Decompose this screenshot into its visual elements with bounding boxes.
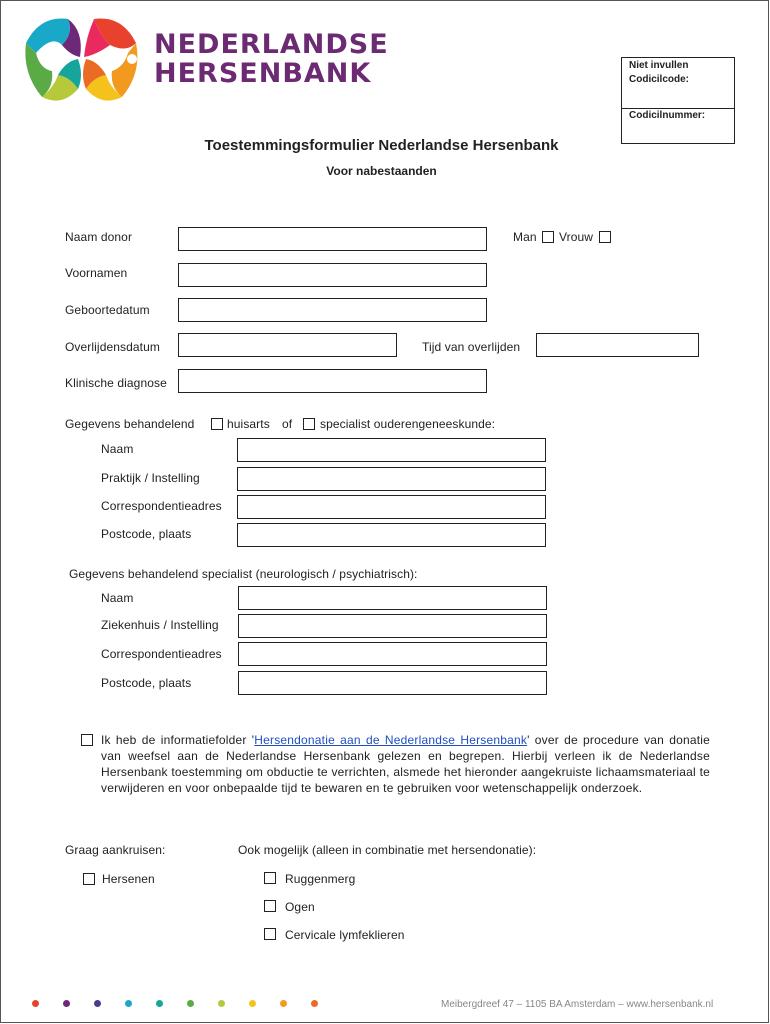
elderly-care-specialist-label: specialist ouderengeneeskunde: <box>320 417 496 431</box>
footer-dot <box>32 1000 39 1007</box>
footer-dot <box>280 1000 287 1007</box>
diagnosis-label: Klinische diagnose <box>65 376 167 390</box>
footer-dot <box>218 1000 225 1007</box>
physician-practice-label: Praktijk / Instelling <box>101 471 200 485</box>
sex-female-checkbox[interactable] <box>599 231 611 243</box>
spinal-cord-checkbox[interactable] <box>264 872 276 884</box>
physician-address-field[interactable] <box>237 495 546 519</box>
physician-practice-field[interactable] <box>237 467 546 491</box>
codicil-code-label: Codicilcode: <box>629 74 690 85</box>
codicil-number-label: Codicilnummer: <box>629 110 706 121</box>
birth-date-label: Geboortedatum <box>65 303 150 317</box>
logo-line-1: NEDERLANDSE <box>154 29 389 60</box>
specialist-hospital-label: Ziekenhuis / Instelling <box>101 618 219 632</box>
brain-checkbox[interactable] <box>83 873 95 885</box>
elderly-care-specialist-checkbox[interactable] <box>303 418 315 430</box>
office-use-divider <box>622 108 734 109</box>
please-check-label: Graag aankruisen: <box>65 843 166 857</box>
donor-name-label: Naam donor <box>65 230 133 244</box>
also-possible-label: Ook mogelijk (alleen in combinatie met hersendonatie): <box>238 843 537 857</box>
specialist-heading: Gegevens behandelend specialist (neurologisch / psychiatrisch): <box>69 567 418 581</box>
info-folder-link[interactable]: Hersendonatie aan de Nederlandse Hersenbank <box>254 733 528 747</box>
gp-label: huisarts <box>227 417 270 431</box>
spinal-cord-label: Ruggenmerg <box>285 872 356 886</box>
sex-female-label: Vrouw <box>559 230 594 244</box>
logo-line-2: HERSENBANK <box>154 58 372 89</box>
specialist-address-label: Correspondentieadres <box>101 647 222 661</box>
death-date-label: Overlijdensdatum <box>65 340 160 354</box>
hersenbank-logo-icon <box>22 13 142 105</box>
death-time-field[interactable] <box>536 333 699 357</box>
office-use-title: Niet invullen <box>629 60 689 71</box>
death-time-label: Tijd van overlijden <box>422 340 521 354</box>
physician-heading: Gegevens behandelend <box>65 417 195 431</box>
physician-postcode-label: Postcode, plaats <box>101 527 192 541</box>
or-label: of <box>282 417 293 431</box>
footer-dot <box>249 1000 256 1007</box>
lymph-nodes-checkbox[interactable] <box>264 928 276 940</box>
specialist-hospital-field[interactable] <box>238 614 547 638</box>
footer-dot <box>94 1000 101 1007</box>
consent-checkbox[interactable] <box>81 734 93 746</box>
lymph-nodes-label: Cervicale lymfeklieren <box>285 928 405 942</box>
first-names-field[interactable] <box>178 263 487 287</box>
physician-name-label: Naam <box>101 442 134 456</box>
footer-dot <box>156 1000 163 1007</box>
footer-dot <box>311 1000 318 1007</box>
physician-address-label: Correspondentieadres <box>101 499 222 513</box>
sex-male-label: Man <box>513 230 537 244</box>
specialist-name-label: Naam <box>101 591 134 605</box>
office-use-box <box>621 57 735 144</box>
physician-postcode-field[interactable] <box>237 523 546 547</box>
consent-prefix: Ik heb de informatiefolder ' <box>101 733 255 747</box>
specialist-postcode-label: Postcode, plaats <box>101 676 192 690</box>
donor-name-field[interactable] <box>178 227 487 251</box>
footer-address: Meibergdreef 47 – 1105 BA Amsterdam – www.hersenbank.nl <box>441 999 714 1010</box>
gp-checkbox[interactable] <box>211 418 223 430</box>
birth-date-field[interactable] <box>178 298 487 322</box>
first-names-label: Voornamen <box>65 266 128 280</box>
eyes-label: Ogen <box>285 900 315 914</box>
specialist-address-field[interactable] <box>238 642 547 666</box>
death-date-field[interactable] <box>178 333 397 357</box>
page-subtitle: Voor nabestaanden <box>326 164 437 178</box>
consent-suffix: ' over de procedure van donatie van weefsel aan de Nederlandse Hersenbank gelezen en begrepen. Hierbij verleen ik de Nederlandse Hersenbank toestemming om obductie te verrichten, alsmede het hieronder aangekruiste lichaamsmateriaal te verwijderen en voor onbepaalde tijd te bewaren en te gebruiken voor wetenschappelijk onderzoek. <box>101 733 711 795</box>
footer-dot <box>63 1000 70 1007</box>
specialist-postcode-field[interactable] <box>238 671 547 695</box>
sex-male-checkbox[interactable] <box>542 231 554 243</box>
specialist-name-field[interactable] <box>238 586 547 610</box>
footer-dot <box>125 1000 132 1007</box>
footer-dot <box>187 1000 194 1007</box>
diagnosis-field[interactable] <box>178 369 487 393</box>
physician-name-field[interactable] <box>237 438 546 462</box>
consent-text <box>101 732 710 796</box>
eyes-checkbox[interactable] <box>264 900 276 912</box>
brain-label: Hersenen <box>102 872 155 886</box>
page-title: Toestemmingsformulier Nederlandse Hersenbank <box>204 137 559 154</box>
